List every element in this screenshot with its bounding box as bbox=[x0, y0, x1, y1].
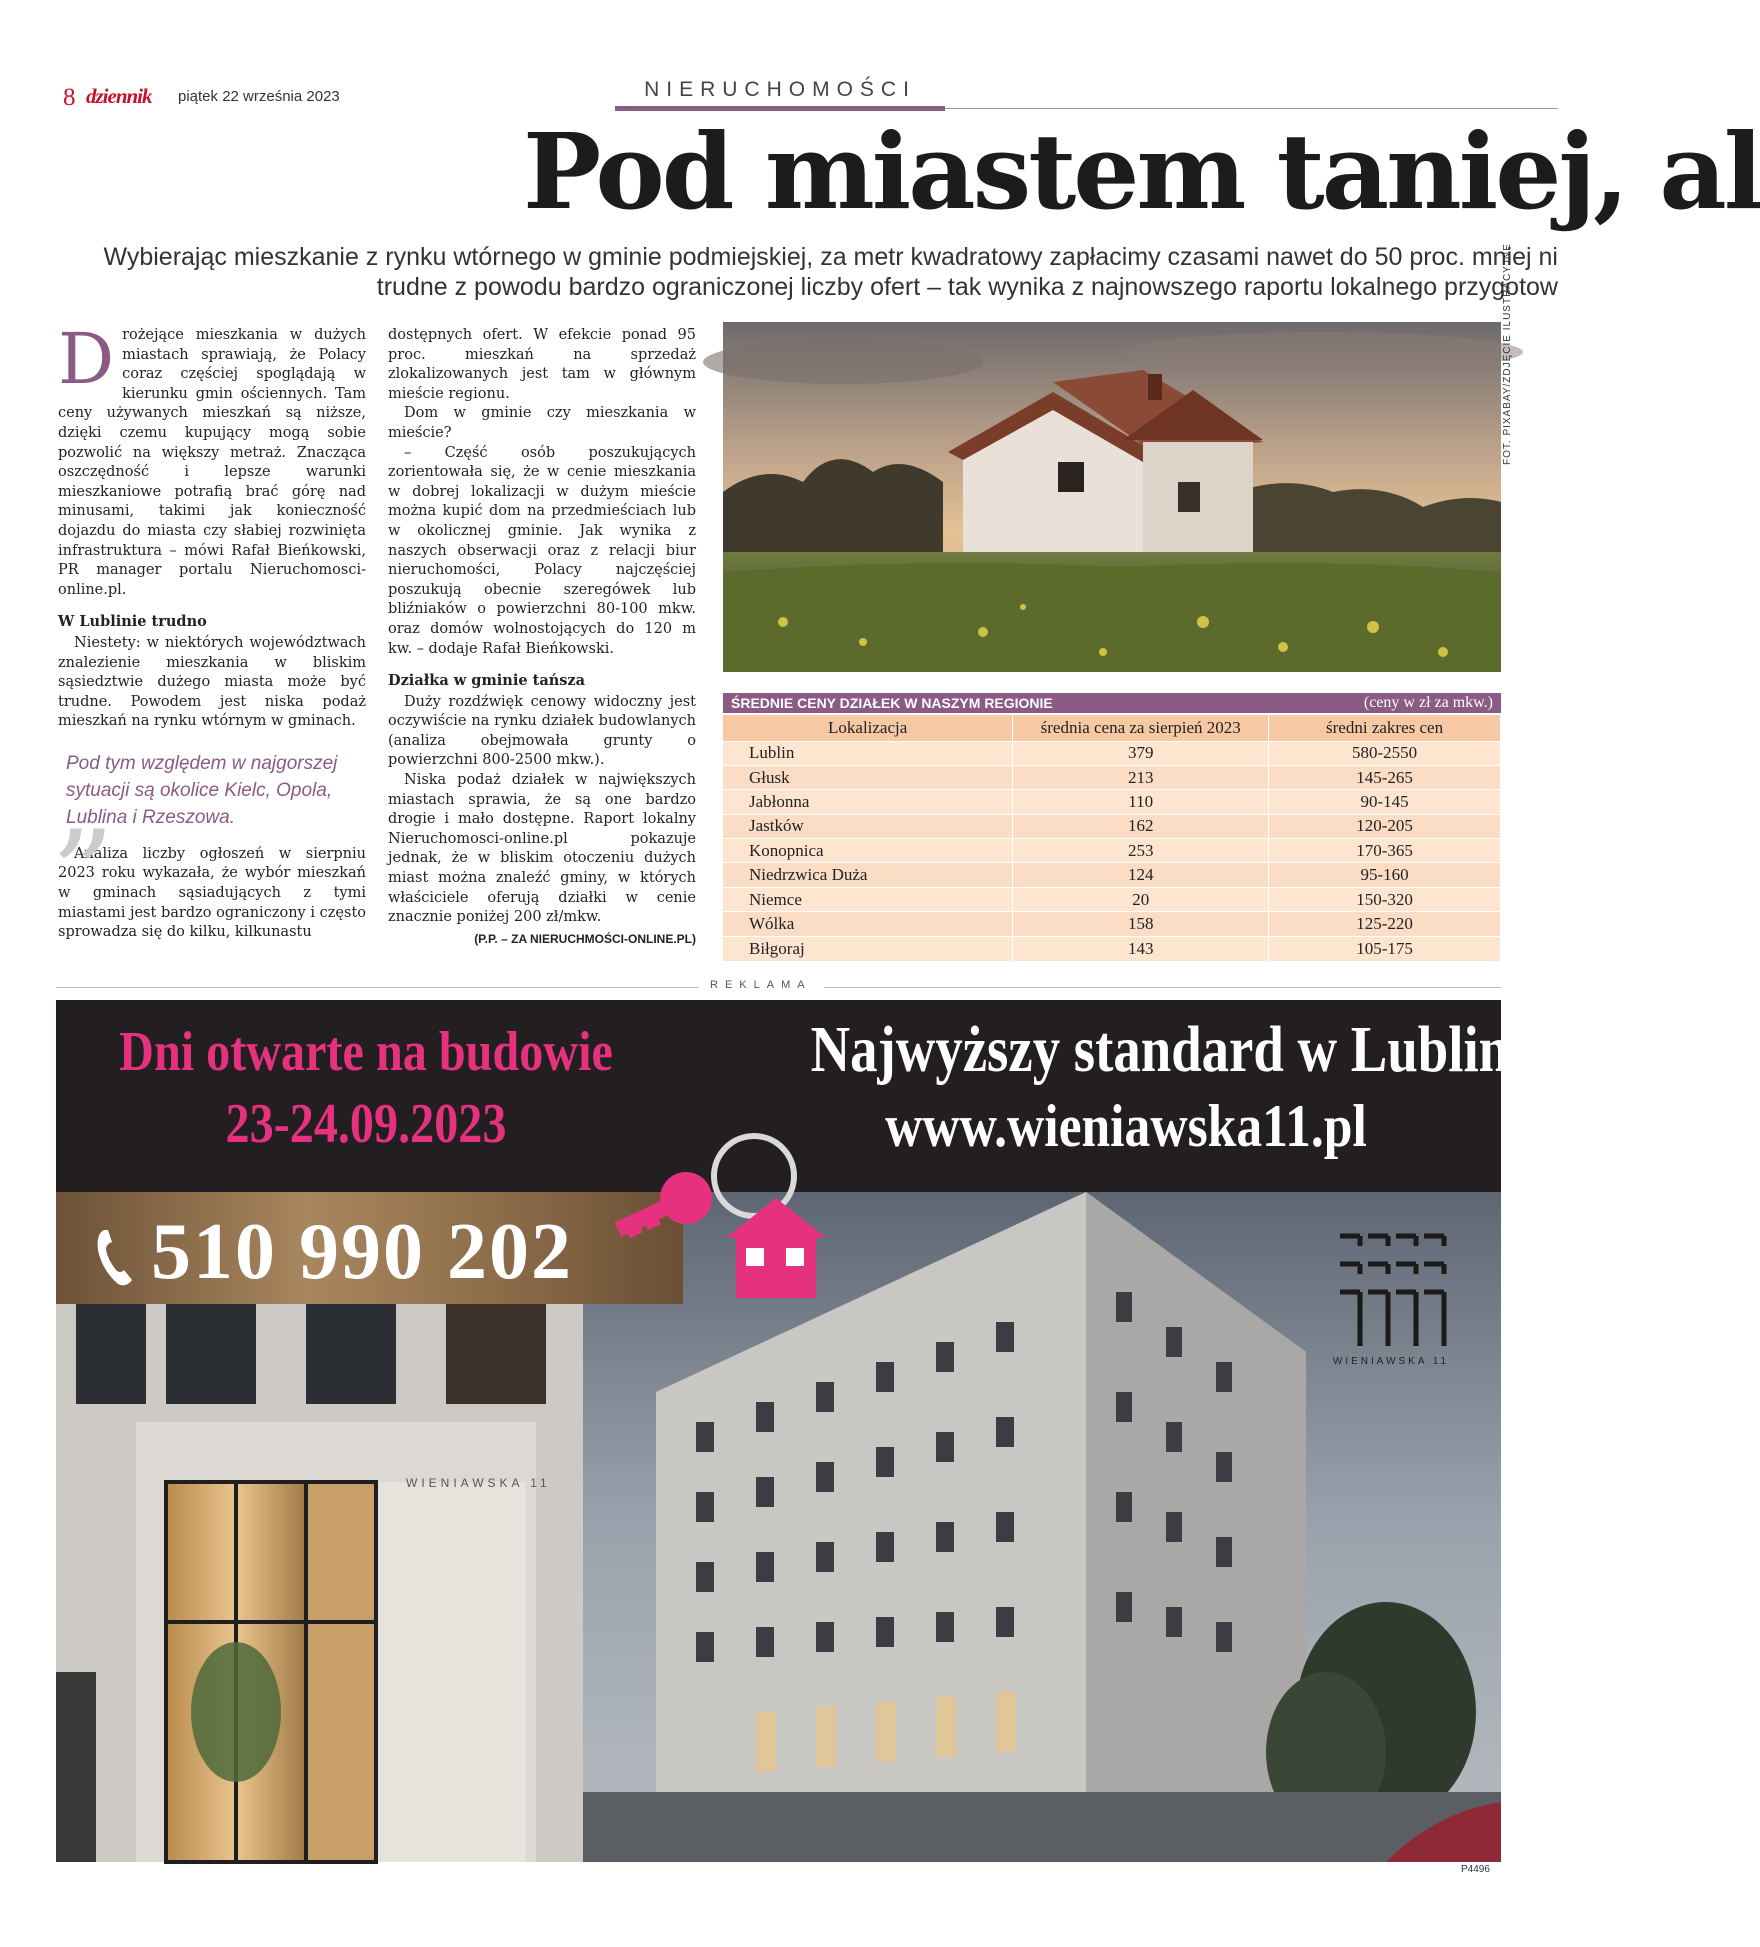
quote-mark-icon: „ bbox=[54, 731, 117, 871]
paragraph bbox=[58, 318, 366, 600]
cell-location: Wólka bbox=[723, 912, 1013, 936]
phone-number[interactable]: 510 990 202 bbox=[151, 1208, 573, 1296]
cell-range: 125-220 bbox=[1269, 912, 1501, 936]
paragraph: Analiza liczby ogłoszeń w sierpniu 2023 roku wykazała, że wybór mieszkań w gminach sąsiadujących z tymi miastami jest bardzo ograniczony i często sprowadza się do kilku, kilkunastu bbox=[58, 845, 366, 941]
cell-avg-price: 143 bbox=[1013, 936, 1269, 960]
cell-location: Konopnica bbox=[723, 839, 1013, 863]
headline: Pod miastem taniej, al bbox=[523, 110, 1760, 233]
keys-icon bbox=[616, 1128, 856, 1322]
cell-range: 145-265 bbox=[1269, 765, 1501, 789]
section-title: NIERUCHOMOŚCI bbox=[644, 78, 916, 101]
column-header: Lokalizacja bbox=[723, 715, 1013, 741]
open-days-title: Dni otwarte na budowie bbox=[119, 1021, 613, 1083]
paragraph: Dom w gminie czy mieszkania w mieście? bbox=[388, 405, 696, 441]
paragraph: Niestety: w niektórych województwach znalezienie mieszkania w bliskim sąsiedztwie dużego miasta może być trudne. Powodem jest niska podaż mieszkań na rynku wtórnym w gminach. bbox=[58, 634, 366, 730]
table-unit: (ceny w zł za mkw.) bbox=[1363, 694, 1493, 711]
subheading: Działka w gminie tańsza bbox=[388, 672, 586, 690]
cell-location: Jastków bbox=[723, 814, 1013, 838]
table-header-row bbox=[723, 715, 1501, 741]
cell-location: Głusk bbox=[723, 765, 1013, 789]
cell-avg-price: 124 bbox=[1013, 863, 1269, 887]
cell-location: Lublin bbox=[723, 741, 1013, 765]
ad-slogan: Najwyższy standard w Lublinie! bbox=[810, 1013, 1567, 1086]
article-column-2 bbox=[388, 326, 696, 949]
author-signature: (P.P. – ZA NIERUCHMOŚCI-ONLINE.PL) bbox=[474, 931, 696, 946]
pull-quote bbox=[54, 731, 366, 871]
cell-location: Niemce bbox=[723, 887, 1013, 911]
lead bbox=[0, 242, 1558, 302]
table-row bbox=[723, 912, 1501, 936]
column-header: średnia cena za sierpień 2023 bbox=[1013, 715, 1269, 741]
lead-line-1: Wybierając mieszkanie z rynku wtórnego w gminie podmiejskiej, za metr kwadratowy zapłacimy czasami nawet do 50 proc. mniej ni bbox=[103, 243, 1558, 271]
table-title: ŚREDNIE CENY DZIAŁEK W NASZYM REGIONIE bbox=[731, 695, 1053, 711]
cell-range: 170-365 bbox=[1269, 839, 1501, 863]
ad-label: REKLAMA bbox=[698, 979, 824, 991]
ad-website-link[interactable]: www.wieniawska11.pl bbox=[885, 1093, 1367, 1159]
cell-avg-price: 162 bbox=[1013, 814, 1269, 838]
lead-line-2: trudne z powodu bardzo ograniczonej liczby ofert – tak wynika z najnowszego raportu lokalnego przygotow bbox=[376, 273, 1558, 301]
newspaper-logo[interactable]: dziennik bbox=[86, 84, 152, 108]
cell-avg-price: 253 bbox=[1013, 839, 1269, 863]
cell-avg-price: 213 bbox=[1013, 765, 1269, 789]
house-photo bbox=[723, 322, 1501, 672]
ad-code: P4496 bbox=[1461, 1864, 1490, 1875]
paragraph: – Część osób poszukujących zorientowała się, że w cenie mieszkania w dobrej lokalizacji w dużym mieście można kupić dom na przedmieściach lub w okolicznej gminie. Jak wynika z naszych obserwacji oraz z relacji biur nieruchomości, Polacy najczęściej poszukują obecnie szeregówek lub bliźniaków o powierzchni 80-100 mkw. oraz domów wolnostojących do 120 m kw. – dodaje Rafał Bieńkowski. bbox=[388, 444, 696, 657]
table-row bbox=[723, 765, 1501, 789]
open-days-dates: 23-24.09.2023 bbox=[225, 1093, 507, 1155]
photo-credit: FOT. PIXABAY/ZDJĘCIE ILUSTRACYJNE bbox=[1502, 243, 1513, 465]
cell-range: 150-320 bbox=[1269, 887, 1501, 911]
subheading: W Lublinie trudno bbox=[58, 613, 207, 631]
table-title-bar bbox=[723, 693, 1501, 713]
building-sign: WIENIAWSKA 11 bbox=[406, 1476, 551, 1490]
land-price-table bbox=[723, 715, 1501, 961]
table-row bbox=[723, 863, 1501, 887]
advertisement[interactable] bbox=[56, 1000, 1567, 1862]
drop-cap: D bbox=[58, 318, 115, 400]
article-column-1 bbox=[54, 318, 366, 943]
wieniawska-logo-icon bbox=[1336, 1230, 1446, 1354]
phone-icon bbox=[94, 1228, 134, 1292]
table-row bbox=[723, 790, 1501, 814]
cell-avg-price: 379 bbox=[1013, 741, 1269, 765]
table-row bbox=[723, 839, 1501, 863]
cell-location: Jabłonna bbox=[723, 790, 1013, 814]
cell-range: 105-175 bbox=[1269, 936, 1501, 960]
table-row bbox=[723, 814, 1501, 838]
paragraph-text: rożejące mieszkania w dużych miastach sprawiają, że Polacy coraz częściej spoglądają w kierunku gmin ościennych. Tam ceny używanych mieszkań są niższe, dzięki czemu kupujący mogą sobie pozwolić na większy metraż. Znacząca oszczędność i lepsze warunki mieszkaniowe potrafią brać górę nad minusami, takimi jak konieczność dojazdu do miasta czy słabiej rozwinięta infrastruktura – mówi Rafał Bieńkowski, PR manager portalu Nieruchomosci-online.pl. bbox=[58, 327, 366, 598]
issue-date: piątek 22 września 2023 bbox=[178, 88, 340, 105]
cell-range: 95-160 bbox=[1269, 863, 1501, 887]
cell-avg-price: 110 bbox=[1013, 790, 1269, 814]
cell-avg-price: 20 bbox=[1013, 887, 1269, 911]
page-number: 8 bbox=[63, 84, 76, 111]
table-row bbox=[723, 936, 1501, 960]
brand-name: WIENIAWSKA 11 bbox=[1332, 1356, 1450, 1367]
column-header: średni zakres cen bbox=[1269, 715, 1501, 741]
table-row bbox=[723, 887, 1501, 911]
cell-range: 90-145 bbox=[1269, 790, 1501, 814]
header-rule bbox=[945, 108, 1558, 109]
paragraph: Duży rozdźwięk cenowy widoczny jest oczywiście na rynku działek budowlanych (analiza obejmowała grunty o powierzchni 800-2500 mkw.). bbox=[388, 693, 696, 769]
table-row bbox=[723, 741, 1501, 765]
cell-range: 580-2550 bbox=[1269, 741, 1501, 765]
cell-range: 120-205 bbox=[1269, 814, 1501, 838]
pull-quote-text: Pod tym względem w najgorszej sytuacji są okolice Kielc, Opola, Lublina i Rzeszowa. bbox=[66, 752, 338, 828]
cell-location: Niedrzwica Duża bbox=[723, 863, 1013, 887]
paragraph: dostępnych ofert. W efekcie ponad 95 proc. mieszkań na sprzedaż zlokalizowanych jest tam w głównym mieście regionu. bbox=[388, 327, 696, 402]
paragraph: Niska podaż działek w największych miastach sprawia, że są one bardzo drogie i mało dostępne. Raport lokalny Nieruchomosci-online.pl pokazuje jednak, że w bliskim otoczeniu dużych miast można znaleźć gminy, w których właściciele oferują działki w cenie znacznie poniżej 200 zł/mkw. bbox=[388, 772, 696, 926]
cell-avg-price: 158 bbox=[1013, 912, 1269, 936]
cell-location: Biłgoraj bbox=[723, 936, 1013, 960]
